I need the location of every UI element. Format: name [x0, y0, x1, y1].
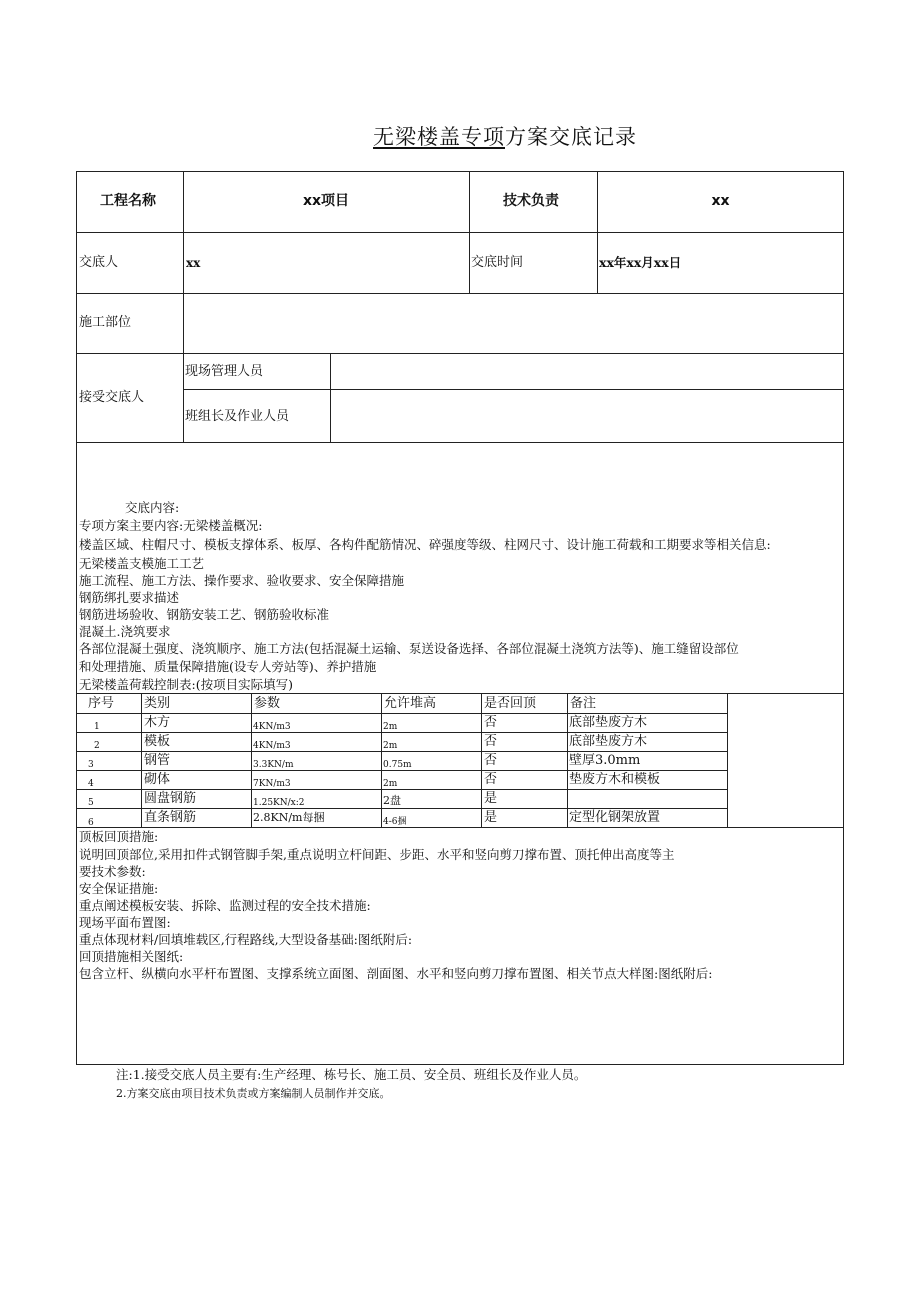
content-line: 钢筋绑扎要求描述 — [79, 590, 180, 605]
cell-support: 是 — [484, 791, 498, 806]
col-header-note: 备注 — [570, 696, 597, 711]
site-mgmt-label: 现场管理人员 — [185, 364, 264, 379]
cell-support: 否 — [484, 734, 498, 749]
project-name-value: xx项目 — [302, 193, 350, 209]
cell-param: 4KN/m3 — [253, 741, 291, 751]
cell-type: 直条钢筋 — [144, 810, 197, 825]
content-line: 回顶措施相关图纸: — [79, 949, 184, 964]
content-line: 无梁楼盖荷载控制表:(按项目实际填写) — [79, 677, 293, 692]
content-line: 无梁楼盖支模施工工艺 — [79, 556, 205, 571]
tech-lead-value: xx — [711, 193, 730, 209]
cell-no: 1 — [94, 722, 100, 732]
cell-note: 壁厚3.0mm — [569, 753, 641, 768]
cell-support: 是 — [484, 810, 498, 825]
content-line: 专项方案主要内容:无梁楼盖概况: — [79, 518, 263, 533]
footnote-2: 2.方案交底由项目技术负责或方案编制人员制作并交底。 — [116, 1087, 391, 1100]
content-line: 安全保证措施: — [79, 881, 159, 896]
cell-note: 底部垫废方木 — [569, 734, 648, 749]
content-line: 说明回顶部位,采用扣件式钢管脚手架,重点说明立杆间距、步距、水平和竖向剪刀撑布置、顶托伸出高度等主 — [79, 847, 675, 862]
cell-support: 否 — [484, 753, 498, 768]
content-line: 施工流程、施工方法、操作要求、验收要求、安全保障措施 — [79, 573, 405, 588]
content-line: 各部位混凝土强度、浇筑顺序、施工方法(包括混凝土运输、泵送设备选择、各部位混凝土浇筑方法等)、施工缝留设部位 — [79, 641, 739, 656]
col-header-no: 序号 — [88, 696, 115, 711]
cell-height: 2m — [383, 741, 398, 751]
cell-height: 0.75m — [383, 760, 412, 770]
page-title — [0, 121, 920, 151]
content-line: 顶板回顶措施: — [79, 829, 159, 844]
receiver-label: 接受交底人 — [79, 390, 145, 405]
title-part1: 无梁楼盖专项 — [373, 125, 505, 149]
cell-height: 2m — [383, 722, 398, 732]
col-header-param: 参数 — [254, 696, 281, 711]
cell-no: 5 — [88, 798, 94, 808]
cell-param: 2.8KN/m每捆 — [253, 811, 325, 824]
cell-type: 钢管 — [144, 753, 171, 768]
content-line: 混凝土.浇筑要求 — [79, 624, 171, 639]
presenter-label: 交底人 — [79, 255, 119, 270]
cell-param: 7KN/m3 — [253, 779, 291, 789]
cell-height: 2m — [383, 779, 398, 789]
content-line: 钢筋进场验收、钢筋安装工艺、钢筋验收标准 — [79, 607, 330, 622]
location-label: 施工部位 — [79, 315, 132, 330]
cell-type: 砌体 — [144, 772, 171, 787]
cell-param: 3.3KN/m — [253, 760, 294, 770]
content-line: 和处理措施、质量保障措施(设专人旁站等)、养护措施 — [79, 659, 377, 674]
cell-support: 否 — [484, 772, 498, 787]
col-header-type: 类别 — [144, 696, 171, 711]
cell-note: 底部垫废方木 — [569, 715, 648, 730]
content-line: 楼盖区域、柱帽尺寸、模板支撑体系、板厚、各构件配筋情况、碎强度等级、柱网尺寸、设计施工荷载和工期要求等相关信息: — [79, 537, 771, 552]
cell-param: 1.25KN/x:2 — [253, 798, 305, 808]
cell-no: 6 — [88, 818, 94, 828]
cell-note: 定型化钢架放置 — [569, 810, 661, 825]
presenter-value: xx — [186, 256, 201, 270]
content-line: 重点体现材料/回填堆载区,行程路线,大型设备基础:图纸附后: — [79, 932, 413, 947]
content-line: 重点阐述模板安装、拆除、监测过程的安全技术措施: — [79, 898, 371, 913]
cell-param: 4KN/m3 — [253, 722, 291, 732]
cell-no: 4 — [88, 779, 94, 789]
cell-no: 3 — [88, 760, 94, 770]
footnote-1: 注:1.接受交底人员主要有:生产经理、栋号长、施工员、安全员、班组长及作业人员。 — [116, 1067, 587, 1082]
col-header-support: 是否回顶 — [484, 696, 537, 711]
cell-type: 模板 — [144, 734, 171, 749]
cell-note: 垫废方木和模板 — [569, 772, 661, 787]
team-label: 班组长及作业人员 — [185, 409, 290, 424]
cell-type: 圆盘钢筋 — [144, 791, 197, 806]
content-line: 要技术参数: — [79, 864, 146, 879]
cell-height: 2盘 — [383, 794, 401, 807]
tech-lead-label: 技术负责 — [503, 193, 559, 209]
content-line: 包含立杆、纵横向水平杆布置图、支撑系统立面图、剖面图、水平和竖向剪刀撑布置图、相关节点大样图:图纸附后: — [79, 966, 713, 981]
project-name-label: 工程名称 — [100, 193, 156, 209]
title-part2: 方案交底记录 — [505, 125, 637, 149]
content-line: 现场平面布置图: — [79, 915, 171, 930]
time-value: xx年xx月xx日 — [599, 255, 682, 270]
cell-support: 否 — [484, 715, 498, 730]
cell-height: 4-6捆 — [383, 817, 407, 827]
content-heading: 交底内容: — [125, 500, 180, 515]
time-label: 交底时间 — [471, 255, 524, 270]
col-header-height: 允许堆高 — [384, 696, 437, 711]
cell-no: 2 — [94, 741, 100, 751]
cell-type: 木方 — [144, 715, 171, 730]
